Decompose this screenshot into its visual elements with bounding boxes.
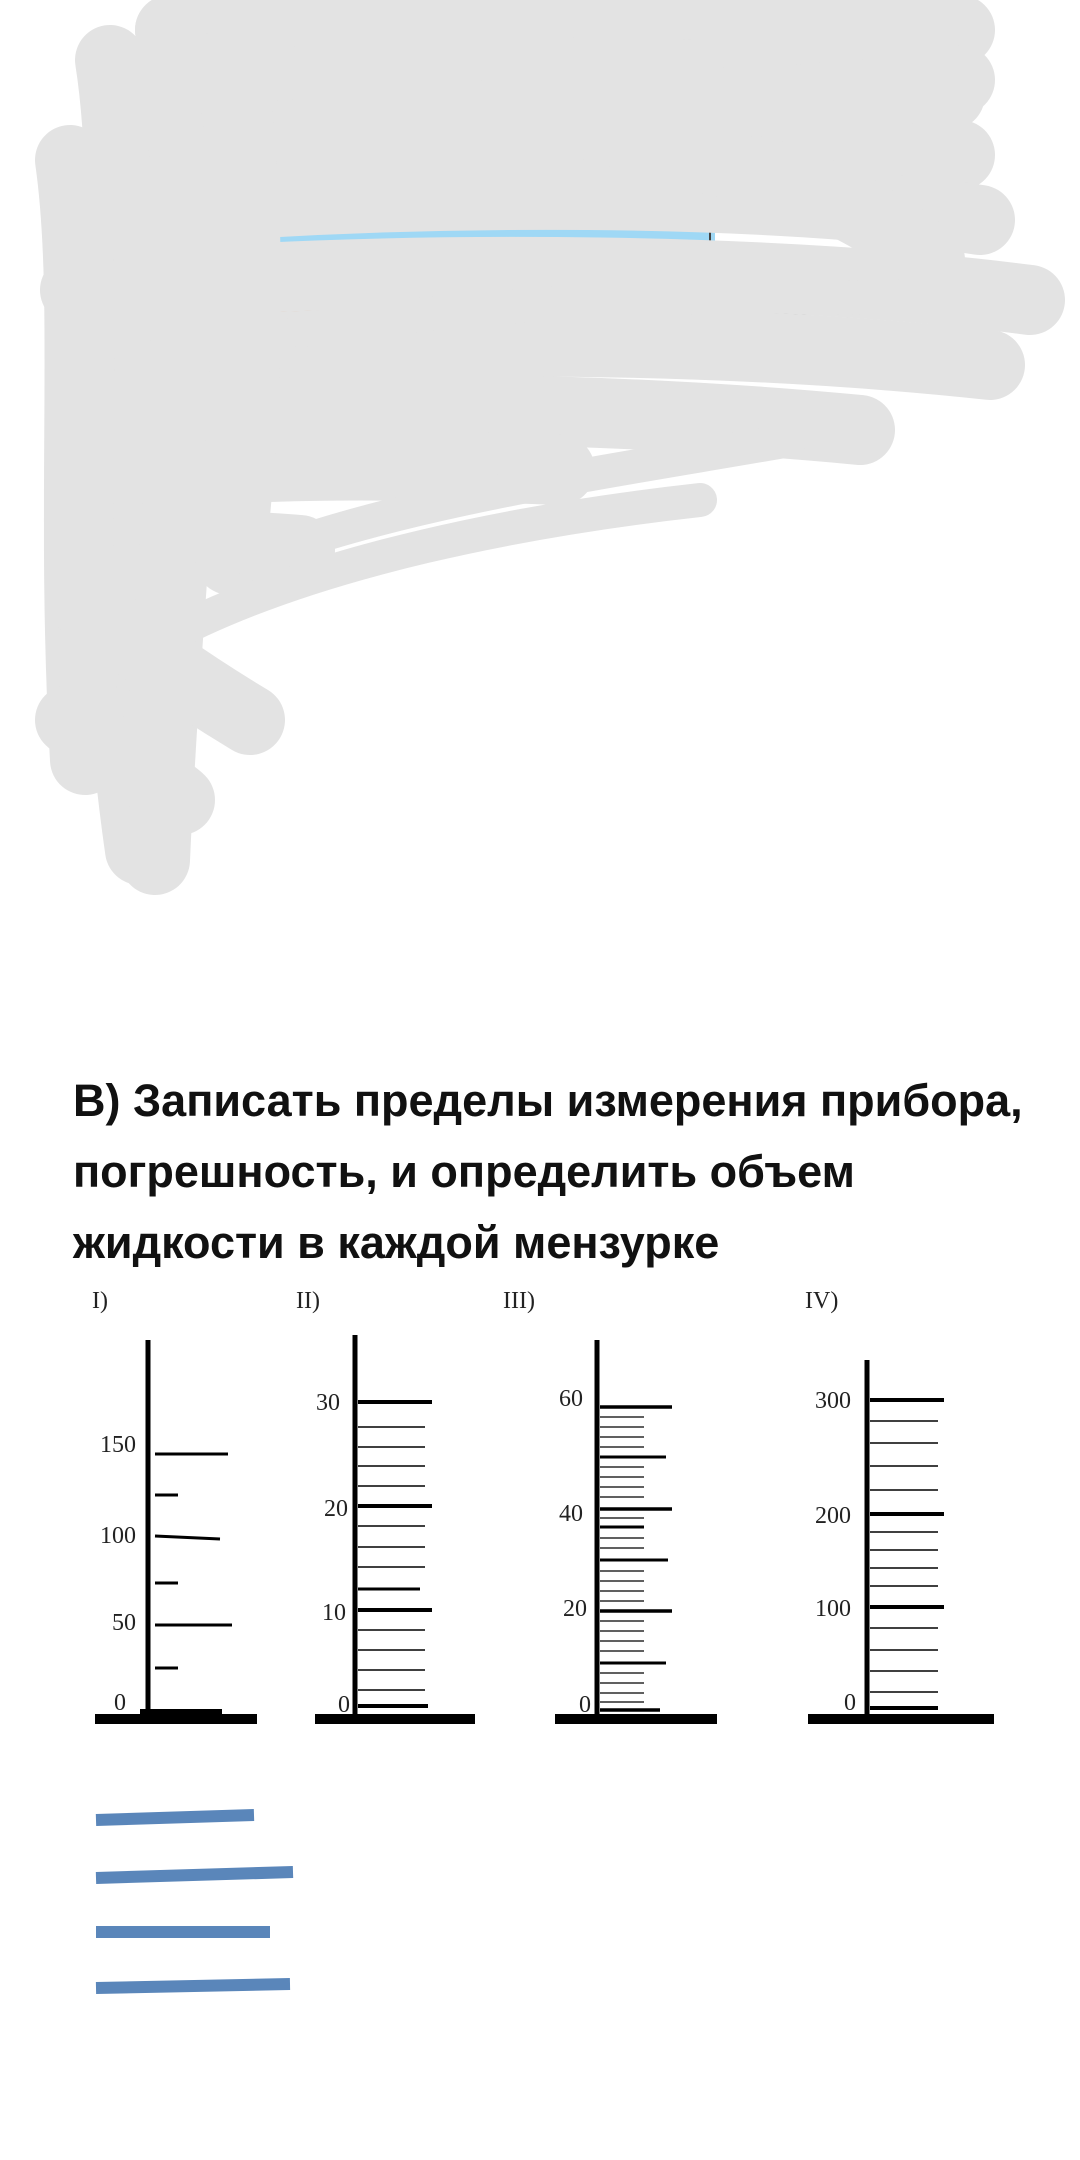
scale-label: 10 (322, 1600, 346, 1626)
scale-base-top (140, 1709, 222, 1716)
redacted-region (0, 0, 1080, 900)
tick-group (600, 1407, 672, 1710)
beaker-1 (92, 1288, 257, 1724)
beaker-4 (805, 1288, 994, 1724)
beaker-label: I) (92, 1288, 108, 1314)
answer-line (96, 1815, 254, 1820)
scale-label: 40 (559, 1501, 583, 1527)
scale-label: 0 (338, 1692, 350, 1718)
tick-group (870, 1400, 944, 1708)
scale-label: 0 (579, 1692, 591, 1718)
scale-label: 0 (114, 1690, 126, 1716)
scale-label: 30 (316, 1390, 340, 1416)
scale-label: 20 (563, 1596, 587, 1622)
scale-label: 60 (559, 1386, 583, 1412)
scale-label: 0 (844, 1690, 856, 1716)
major-tick (155, 1536, 220, 1539)
beaker-diagram (0, 1280, 1080, 1760)
answer-lines (0, 1790, 1080, 2020)
task-heading: В) Записать пределы измерения прибора, погрешность, и определить объем жидкости в каждой мензурке (73, 1075, 1023, 1268)
beaker-label: IV) (805, 1288, 839, 1314)
beaker-label: II) (296, 1288, 320, 1314)
scale-label: 150 (100, 1432, 136, 1458)
beaker-3 (503, 1288, 717, 1724)
scale-label: 200 (815, 1503, 851, 1529)
answer-line (96, 1872, 293, 1878)
scale-label: 50 (112, 1610, 136, 1636)
beaker-label: III) (503, 1288, 535, 1314)
beaker-2 (296, 1288, 475, 1724)
tick-group (358, 1402, 432, 1706)
scale-base (808, 1714, 994, 1724)
scale-label: 300 (815, 1388, 851, 1414)
scale-label: 100 (100, 1523, 136, 1549)
scale-label: 100 (815, 1596, 851, 1622)
answer-line (96, 1984, 290, 1988)
scale-label: 20 (324, 1496, 348, 1522)
